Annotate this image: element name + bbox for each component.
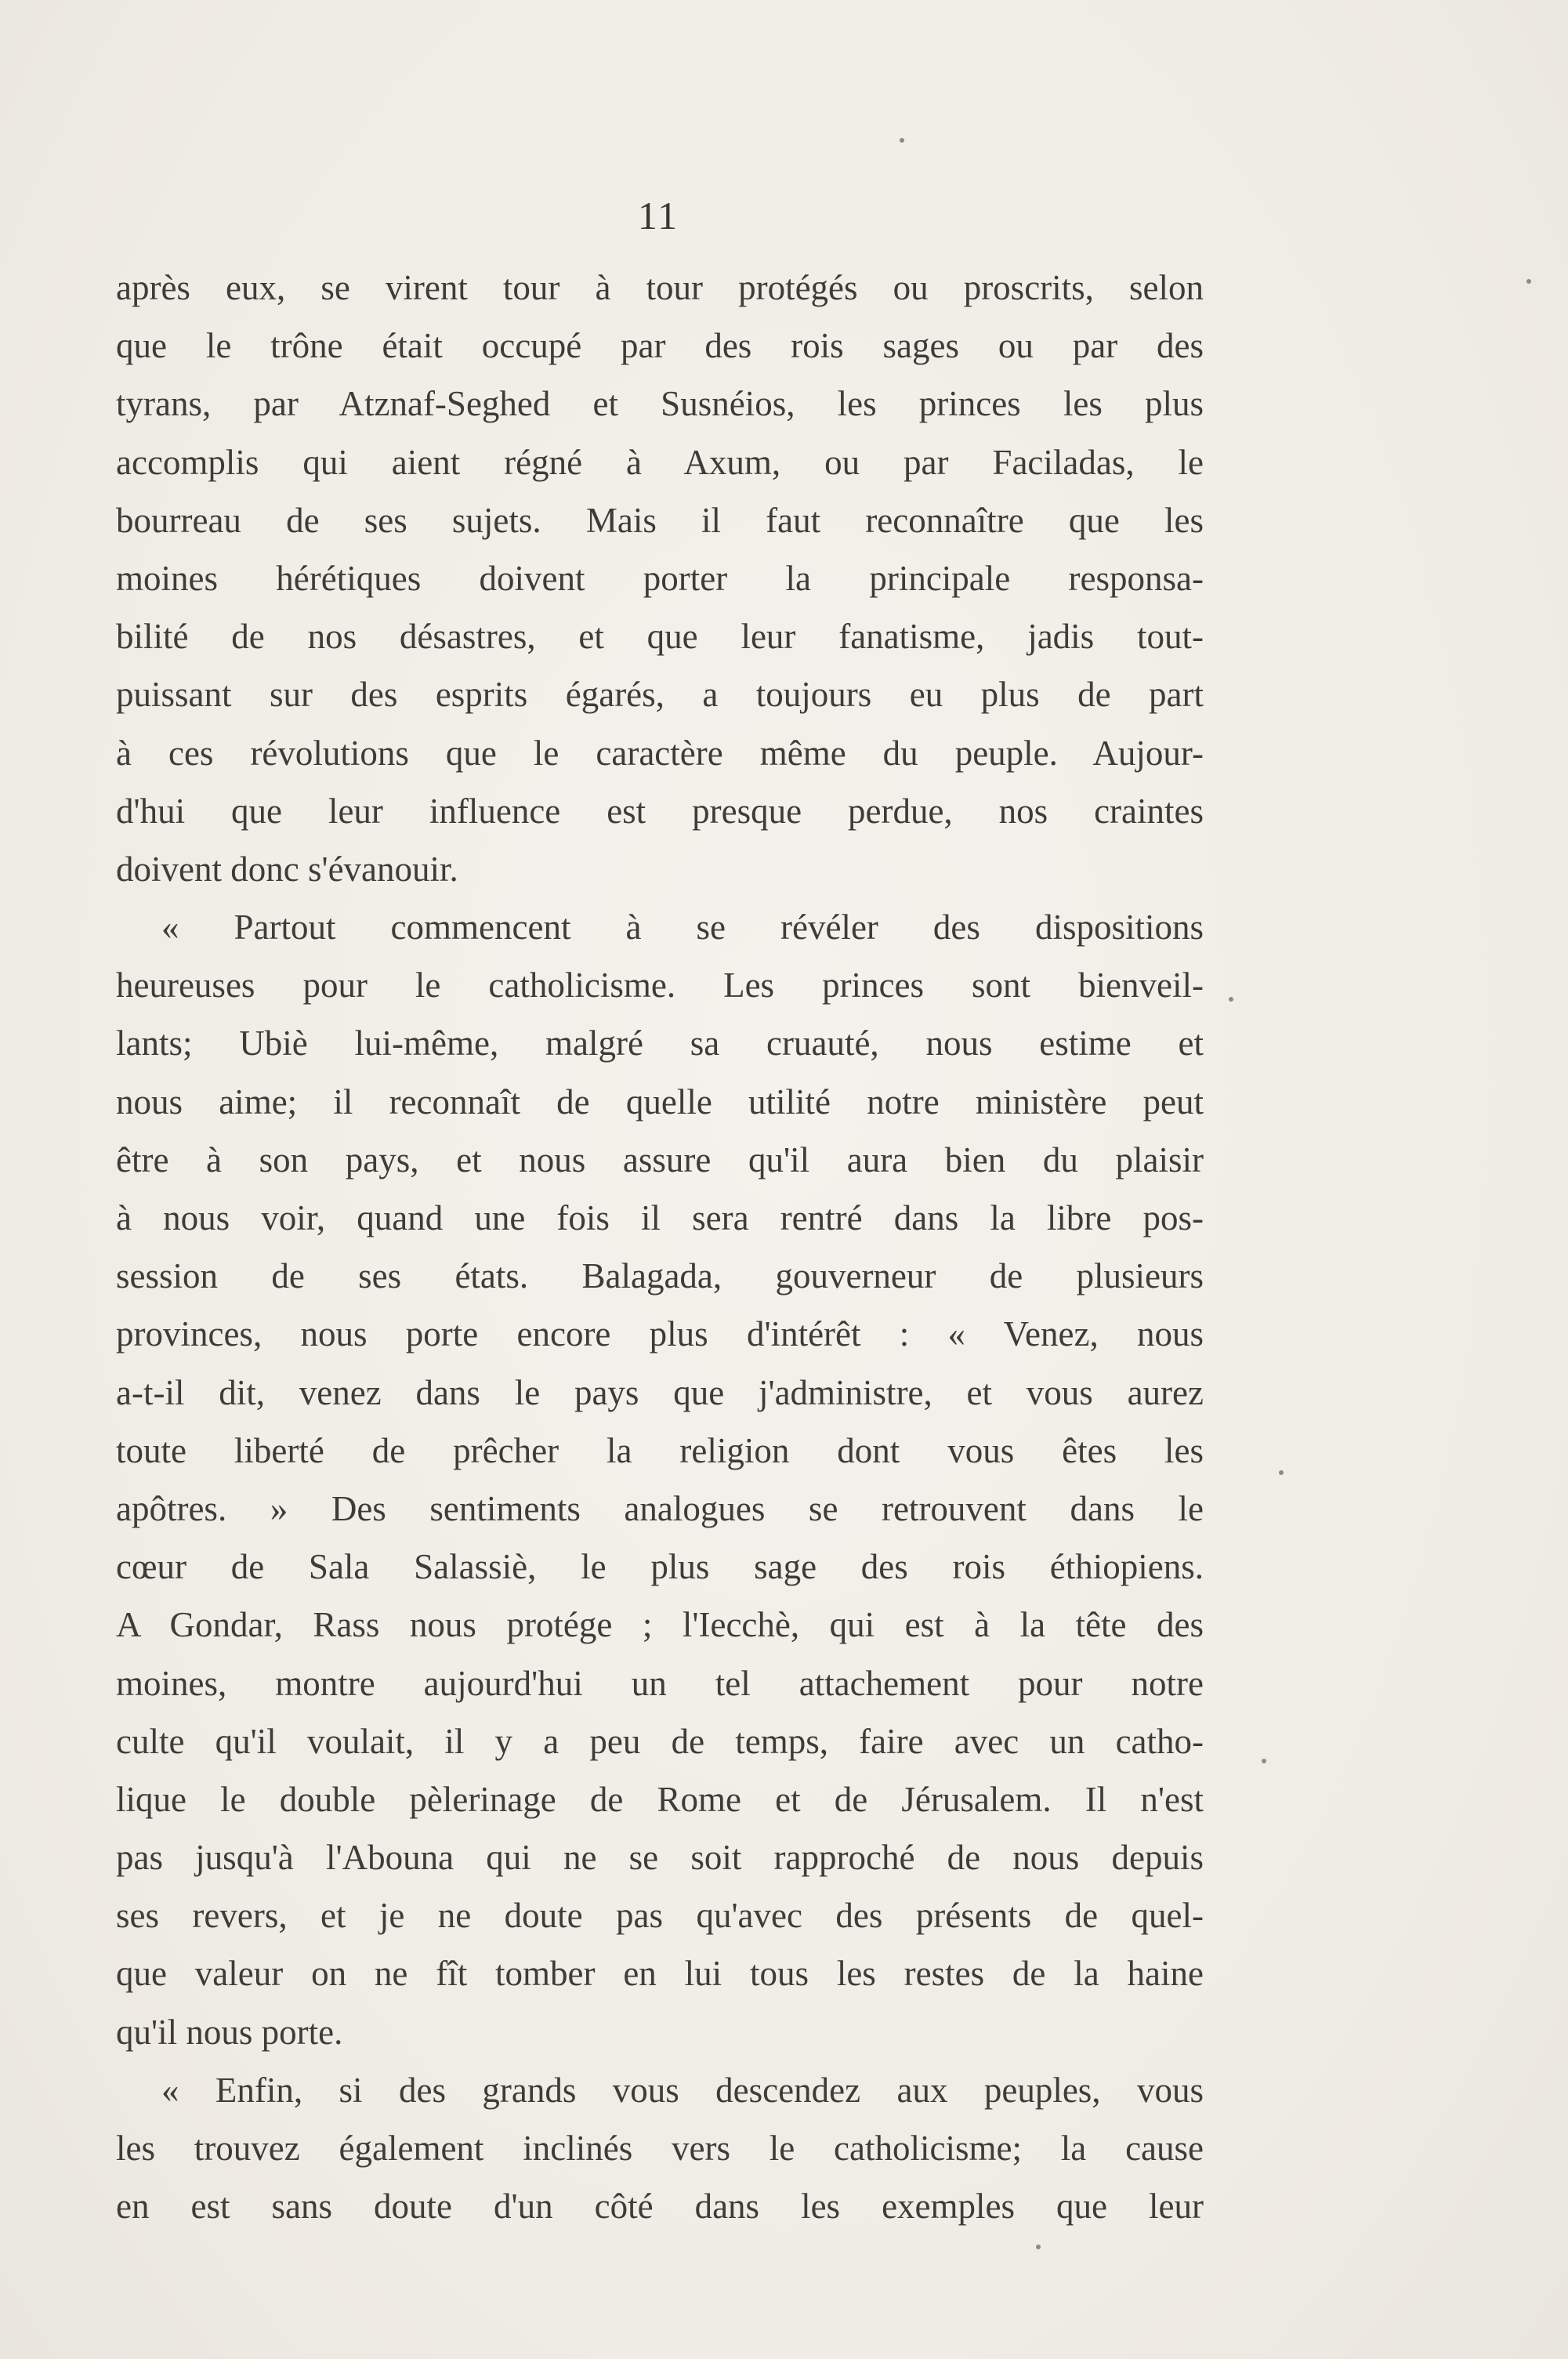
text-line: doivent donc s'évanouir. bbox=[116, 849, 458, 889]
text-line: lique le double pèlerinage de Rome et de Jérusalem. Il n'est bbox=[116, 1779, 1204, 1819]
text-line: à nous voir, quand une fois il sera rentré dans la libre pos- bbox=[116, 1198, 1204, 1237]
paper-speck bbox=[900, 138, 904, 143]
paragraph-start-line: « Partout commencent à se révéler des dispositions bbox=[161, 908, 1204, 948]
text-line: a-t-il dit, venez dans le pays que j'administre, et vous aurez bbox=[116, 1372, 1204, 1412]
text-line: heureuses pour le catholicisme. Les princes sont bienveil- bbox=[116, 966, 1204, 1006]
paper-speck bbox=[1036, 2245, 1041, 2249]
text-line: moines, montre aujourd'hui un tel attachement pour notre bbox=[116, 1663, 1204, 1703]
text-line: cœur de Sala Salassiè, le plus sage des rois éthiopiens. bbox=[116, 1547, 1204, 1587]
text-line: tyrans, par Atznaf-Seghed et Susnéios, les princes les plus bbox=[116, 384, 1204, 424]
text-line: A Gondar, Rass nous protége ; l'Iecchè, qui est à la tête des bbox=[116, 1605, 1204, 1645]
body-text bbox=[116, 259, 1204, 2235]
paper-speck bbox=[1279, 1470, 1284, 1475]
text-line: être à son pays, et nous assure qu'il aura bien du plaisir bbox=[116, 1140, 1204, 1180]
text-line: moines hérétiques doivent porter la principale responsa- bbox=[116, 558, 1204, 598]
text-line: ses revers, et je ne doute pas qu'avec des présents de quel- bbox=[116, 1896, 1204, 1936]
paper-speck bbox=[1526, 279, 1531, 284]
text-line: apôtres. » Des sentiments analogues se retrouvent dans le bbox=[116, 1488, 1204, 1528]
text-line: que le trône était occupé par des rois sages ou par des bbox=[116, 326, 1204, 366]
text-line: que valeur on ne fît tomber en lui tous les restes de la haine bbox=[116, 1954, 1204, 1994]
paper-speck bbox=[1262, 1759, 1266, 1763]
text-line: à ces révolutions que le caractère même du peuple. Aujour- bbox=[116, 733, 1204, 773]
paper-speck bbox=[1229, 997, 1233, 1002]
text-line: accomplis qui aient régné à Axum, ou par Faciladas, le bbox=[116, 442, 1204, 482]
text-line: session de ses états. Balagada, gouverneur de plusieurs bbox=[116, 1256, 1204, 1296]
text-line: lants; Ubiè lui-même, malgré sa cruauté, nous estime et bbox=[116, 1024, 1204, 1064]
text-line: culte qu'il voulait, il y a peu de temps, faire avec un catho- bbox=[116, 1721, 1204, 1761]
text-line: provinces, nous porte encore plus d'intérêt : « Venez, nous bbox=[116, 1314, 1204, 1354]
text-line: bourreau de ses sujets. Mais il faut reconnaître que les bbox=[116, 500, 1204, 540]
text-line: en est sans doute d'un côté dans les exemples que leur bbox=[116, 2187, 1204, 2227]
text-line: d'hui que leur influence est presque perdue, nos craintes bbox=[116, 791, 1204, 831]
text-line: qu'il nous porte. bbox=[116, 2012, 343, 2052]
text-line: pas jusqu'à l'Abouna qui ne se soit rapproché de nous depuis bbox=[116, 1838, 1204, 1878]
text-line: toute liberté de prêcher la religion dont vous êtes les bbox=[116, 1430, 1204, 1470]
text-line: bilité de nos désastres, et que leur fanatisme, jadis tout- bbox=[116, 617, 1204, 657]
paragraph-start-line: « Enfin, si des grands vous descendez aux peuples, vous bbox=[161, 2070, 1204, 2110]
text-line: les trouvez également inclinés vers le catholicisme; la cause bbox=[116, 2129, 1204, 2168]
text-line: nous aime; il reconnaît de quelle utilité notre ministère peut bbox=[116, 1082, 1204, 1122]
text-line: après eux, se virent tour à tour protégés ou proscrits, selon bbox=[116, 268, 1204, 307]
text-line: puissant sur des esprits égarés, a toujours eu plus de part bbox=[116, 675, 1204, 715]
page-number: 11 bbox=[637, 194, 679, 237]
